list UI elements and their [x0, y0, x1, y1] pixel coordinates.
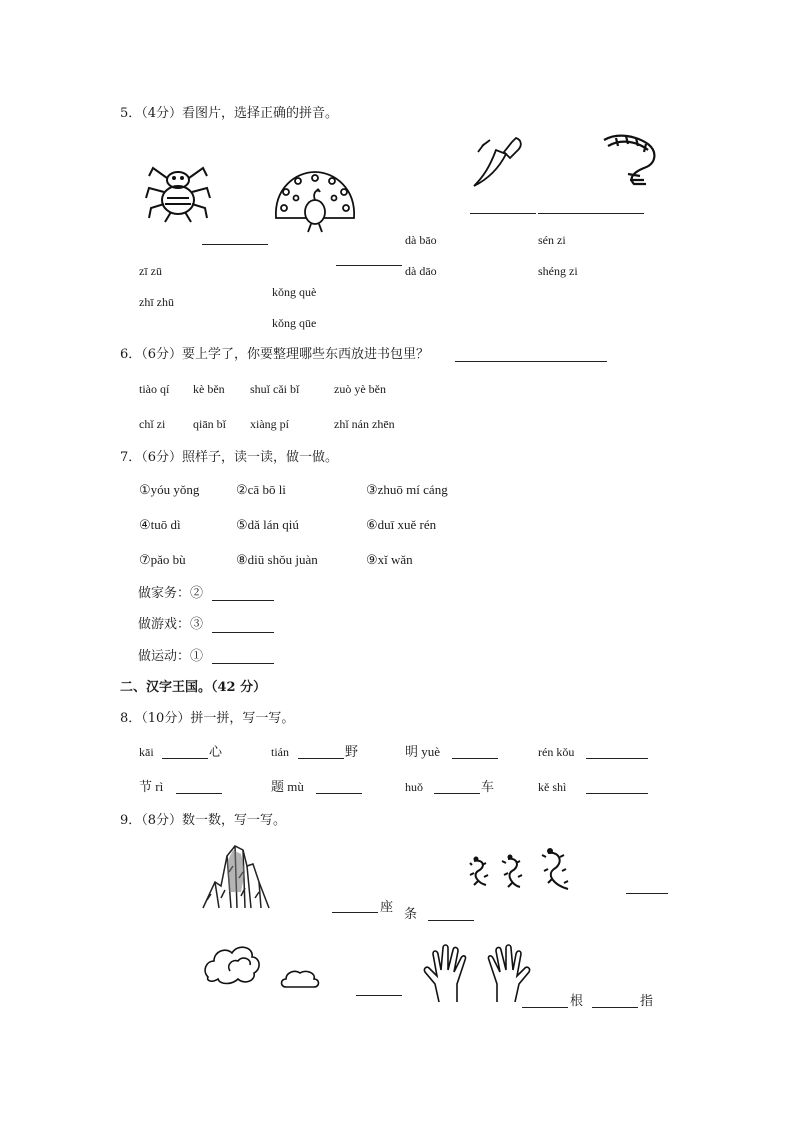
- answer-row-games: 做游戏：③: [138, 617, 204, 632]
- q8-title: 8．（10分）拼一拼，写一写。: [120, 711, 295, 726]
- fill-item: 车: [481, 779, 495, 794]
- answer-line[interactable]: [316, 793, 362, 794]
- centipede-picture: [468, 845, 584, 893]
- activity-item: ②cā bō li: [236, 482, 286, 497]
- answer-line[interactable]: [586, 793, 648, 794]
- answer-line[interactable]: [212, 663, 274, 664]
- fill-item: 节 rì: [139, 779, 164, 794]
- fill-item: rén kǒu: [538, 745, 575, 759]
- rope-picture: [600, 130, 662, 188]
- q9-title: 9．（8分）数一数，写一写。: [120, 813, 287, 828]
- pinyin-item: zhǐ nán zhēn: [334, 417, 395, 431]
- pinyin-item: zuò yè běn: [334, 382, 386, 396]
- peacock-picture: [272, 168, 358, 234]
- knife-picture: [470, 132, 526, 190]
- answer-line[interactable]: [470, 213, 536, 214]
- activity-item: ⑨xǐ wǎn: [366, 552, 413, 567]
- pinyin-item: kè běn: [193, 382, 225, 396]
- pinyin-option: zī zū: [139, 264, 162, 278]
- answer-line[interactable]: [592, 1007, 638, 1008]
- answer-line[interactable]: [522, 1007, 568, 1008]
- answer-line[interactable]: [202, 244, 268, 245]
- pinyin-option: zhī zhū: [139, 295, 174, 309]
- activity-item: ③zhuō mí cáng: [366, 482, 448, 497]
- answer-line[interactable]: [586, 758, 648, 759]
- activity-item: ⑥duī xuě rén: [366, 517, 437, 532]
- spider-picture: [143, 158, 213, 224]
- answer-line[interactable]: [212, 600, 274, 601]
- answer-line[interactable]: [626, 893, 668, 894]
- section-title: 二、汉字王国。（42 分）: [120, 680, 267, 695]
- q7-title: 7．（6分）照样子，读一读，做一做。: [120, 450, 339, 465]
- activity-item: ①yóu yǒng: [139, 482, 200, 497]
- fill-item: kě shì: [538, 780, 567, 794]
- q6-title: 6．（6分）要上学了，你要整理哪些东西放进书包里？: [120, 347, 430, 362]
- answer-line[interactable]: [434, 793, 480, 794]
- fill-item: huǒ: [405, 780, 423, 794]
- answer-line[interactable]: [428, 920, 474, 921]
- fill-item: kāi: [139, 745, 154, 759]
- answer-line[interactable]: [538, 213, 644, 214]
- pinyin-option: kǒng què: [272, 285, 317, 299]
- answer-line[interactable]: [176, 793, 222, 794]
- pinyin-option: dà bāo: [405, 233, 437, 247]
- fill-item: tián: [271, 745, 289, 759]
- pinyin-item: chǐ zi: [139, 417, 166, 431]
- pinyin-option: sén zi: [538, 233, 566, 247]
- unit-tiao: 条: [404, 907, 418, 922]
- activity-item: ⑧diū shǒu juàn: [236, 552, 318, 567]
- fill-item: 心: [209, 744, 223, 759]
- fill-item: 野: [345, 744, 359, 759]
- pinyin-option: kǒng qūe: [272, 316, 317, 330]
- unit-zhi: 指: [640, 994, 654, 1009]
- pinyin-option: shéng zi: [538, 264, 578, 278]
- answer-row-sports: 做运动：①: [138, 649, 204, 664]
- activity-item: ⑦pǎo bù: [139, 552, 186, 567]
- answer-line[interactable]: [336, 265, 402, 266]
- pinyin-item: shuǐ cǎi bǐ: [250, 382, 300, 396]
- answer-line[interactable]: [455, 361, 607, 362]
- answer-line[interactable]: [452, 758, 498, 759]
- fill-item: 明 yuè: [405, 744, 441, 759]
- pinyin-option: dà dāo: [405, 264, 437, 278]
- pinyin-item: xiàng pí: [250, 417, 289, 431]
- hands-picture: [421, 944, 533, 1004]
- fill-item: 题 mù: [271, 779, 304, 794]
- activity-item: ⑤dǎ lán qiú: [236, 517, 299, 532]
- answer-line[interactable]: [332, 912, 378, 913]
- activity-item: ④tuō dì: [139, 517, 181, 532]
- answer-line[interactable]: [212, 632, 274, 633]
- clouds-picture: [202, 935, 326, 995]
- q5-title: 5．（4分）看图片，选择正确的拼音。: [120, 106, 339, 121]
- pinyin-item: qiān bǐ: [193, 417, 226, 431]
- unit-zuo: 座: [380, 900, 394, 915]
- answer-line[interactable]: [162, 758, 208, 759]
- mountain-picture: [201, 842, 271, 910]
- answer-line[interactable]: [356, 995, 402, 996]
- answer-line[interactable]: [298, 758, 344, 759]
- unit-gen: 根: [570, 994, 584, 1009]
- pinyin-item: tiào qí: [139, 382, 170, 396]
- answer-row-housework: 做家务：②: [138, 586, 204, 601]
